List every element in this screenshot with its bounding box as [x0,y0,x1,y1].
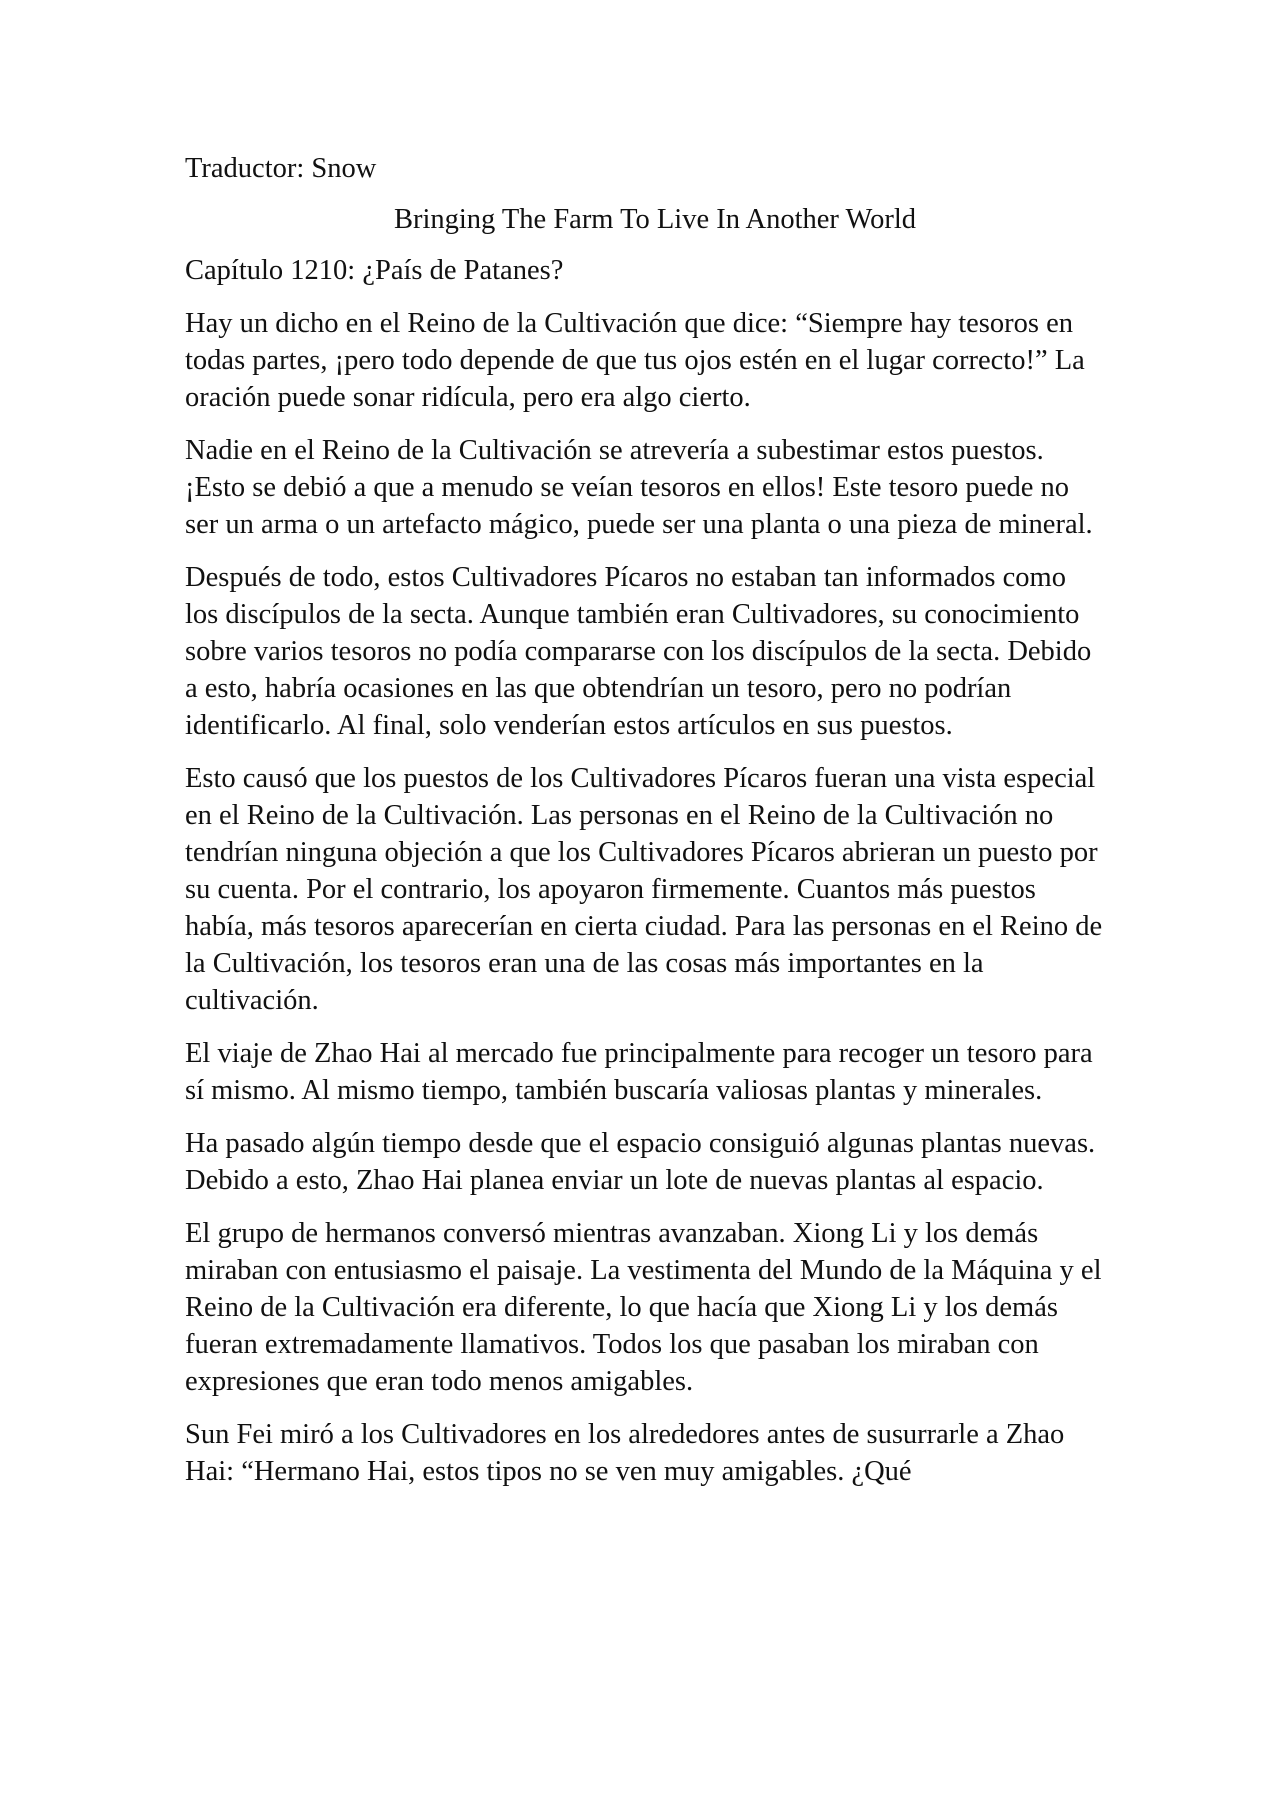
paragraph: Nadie en el Reino de la Cultivación se atrevería a subestimar estos puestos. ¡Esto se debió a que a menudo se veían tesoros en ellos! Este tesoro puede no ser un arma o un artefacto mágico, puede ser una planta o una pieza de mineral. [185,435,1093,540]
chapter-title: Capítulo 1210: ¿País de Patanes? [185,255,564,286]
paragraph: Sun Fei miró a los Cultivadores en los alrededores antes de susurrarle a Zhao Hai: “Hermano Hai, estos tipos no se ven muy amigables. ¿Qué [185,1419,1065,1487]
book-title: Bringing The Farm To Live In Another World [393,204,917,235]
paragraph: El grupo de hermanos conversó mientras avanzaban. Xiong Li y los demás miraban con entusiasmo el paisaje. La vestimenta del Mundo de la Máquina y el Reino de la Cultivación era diferente, lo que hacía que Xiong Li y los demás fueran extremadamente llamativos. Todos los que pasaban los miraban con expresiones que eran todo menos amigables. [185,1218,1102,1397]
document-body [185,150,1105,1506]
paragraph: Después de todo, estos Cultivadores Pícaros no estaban tan informados como los discípulos de la secta. Aunque también eran Cultivadores, su conocimiento sobre varios tesoros no podía compararse con los discípulos de la secta. Debido a esto, habría ocasiones en las que obtendrían un tesoro, pero no podrían identificarlo. Al final, solo venderían estos artículos en sus puestos. [185,562,1092,741]
paragraph: Hay un dicho en el Reino de la Cultivación que dice: “Siempre hay tesoros en todas partes, ¡pero todo depende de que tus ojos estén en el lugar correcto!” La oración puede sonar ridícula, pero era algo cierto. [185,308,1085,413]
paragraph: El viaje de Zhao Hai al mercado fue principalmente para recoger un tesoro para sí mismo. Al mismo tiempo, también buscaría valiosas plantas y minerales. [185,1038,1093,1106]
translator-credit: Traductor: Snow [185,153,377,184]
paragraph: Esto causó que los puestos de los Cultivadores Pícaros fueran una vista especial en el Reino de la Cultivación. Las personas en el Reino de la Cultivación no tendrían ninguna objeción a que los Cultivadores Pícaros abrieran un puesto por su cuenta. Por el contrario, los apoyaron firmemente. Cuantos más puestos había, más tesoros aparecerían en cierta ciudad. Para las personas en el Reino de la Cultivación, los tesoros eran una de las cosas más importantes en la cultivación. [185,763,1103,1016]
paragraph: Ha pasado algún tiempo desde que el espacio consiguió algunas plantas nuevas. Debido a esto, Zhao Hai planea enviar un lote de nuevas plantas al espacio. [185,1128,1096,1196]
